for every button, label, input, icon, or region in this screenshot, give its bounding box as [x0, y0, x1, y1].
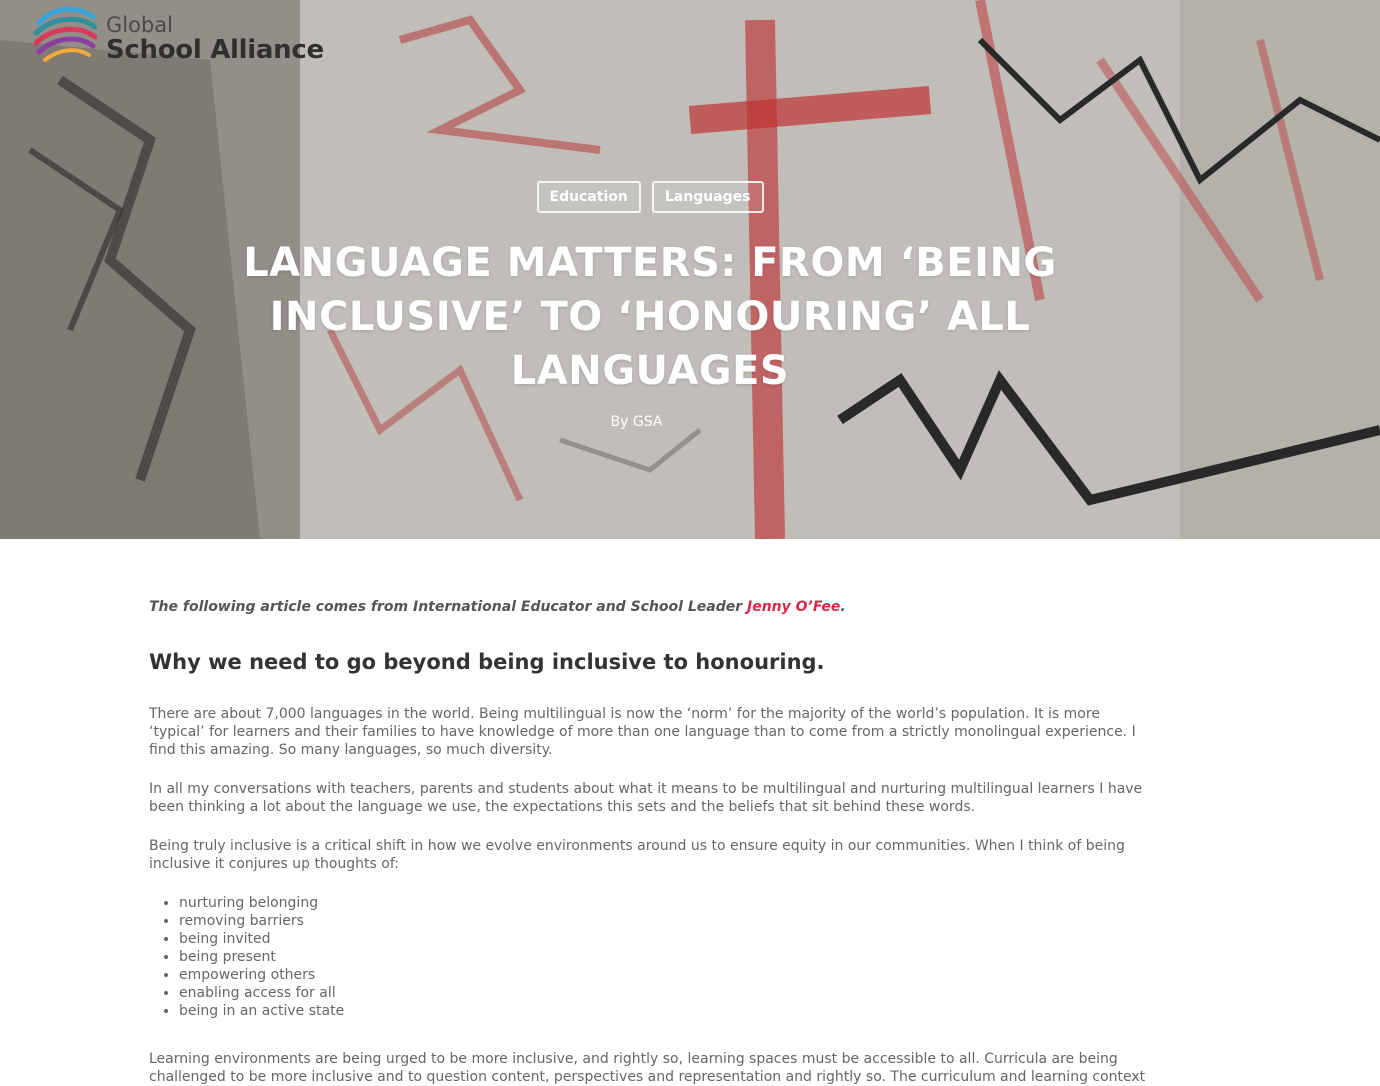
paragraph-1: There are about 7,000 languages in the world. Being multilingual is now the ‘norm’ for the majority of the world’s population. It is more ‘typical’ for learners and their families to have knowledge of more than one language than to come from a strictly monolingual experience. I find this amazing. So many languages, so much diversity.	[149, 706, 1136, 758]
list-item: • enabling access for all	[179, 984, 1149, 1002]
list-item: • being invited	[179, 930, 1149, 948]
list-item: • being present	[179, 948, 1149, 966]
list-item: • nurturing belonging	[179, 894, 1149, 912]
logo-line-2: School Alliance	[106, 35, 324, 65]
list-item: • removing barriers	[179, 912, 1149, 930]
article-body	[149, 539, 1149, 1086]
globe-logo-icon	[33, 3, 97, 65]
paragraph-2: In all my conversations with teachers, parents and students about what it means to be multilingual and nurturing multilingual learners I have been thinking a lot about the language we use, the expectations this sets and the beliefs that sit behind these words.	[149, 781, 1143, 815]
paragraph-4: Learning environments are being urged to be more inclusive, and rightly so, learning spaces must be accessible to all. Curricula are being challenged to be more inclusive and to question content, perspectives and representation and rightly so. The curriculum and learning context	[149, 1051, 1146, 1085]
list-item: • being in an active state	[179, 1002, 1149, 1020]
article-byline: By GSA	[610, 414, 663, 430]
list-item: • empowering others	[179, 966, 1149, 984]
category-tags	[0, 181, 1380, 213]
author-link[interactable]: Jenny O’Fee	[747, 599, 841, 615]
hero-banner	[0, 0, 1380, 539]
intro-end: .	[840, 599, 846, 615]
intro-text: The following article comes from International Educator and School Leader	[149, 599, 747, 615]
inclusion-list	[149, 894, 1149, 1020]
logo-line-1: Global	[106, 13, 173, 37]
logo-wordmark	[106, 3, 324, 63]
article-title: LANGUAGE MATTERS: FROM ‘BEING INCLUSIVE’ TO ‘HONOURING’ ALL LANGUAGES	[243, 240, 1057, 394]
tag-languages[interactable]: Languages	[652, 181, 764, 213]
article-subheading: Why we need to go beyond being inclusive to honouring.	[149, 650, 825, 674]
tag-education[interactable]: Education	[537, 181, 641, 213]
article-intro	[149, 599, 1149, 615]
site-logo[interactable]	[33, 3, 324, 65]
paragraph-3: Being truly inclusive is a critical shift in how we evolve environments around us to ensure equity in our communities. When I think of being inclusive it conjures up thoughts of:	[149, 838, 1125, 872]
